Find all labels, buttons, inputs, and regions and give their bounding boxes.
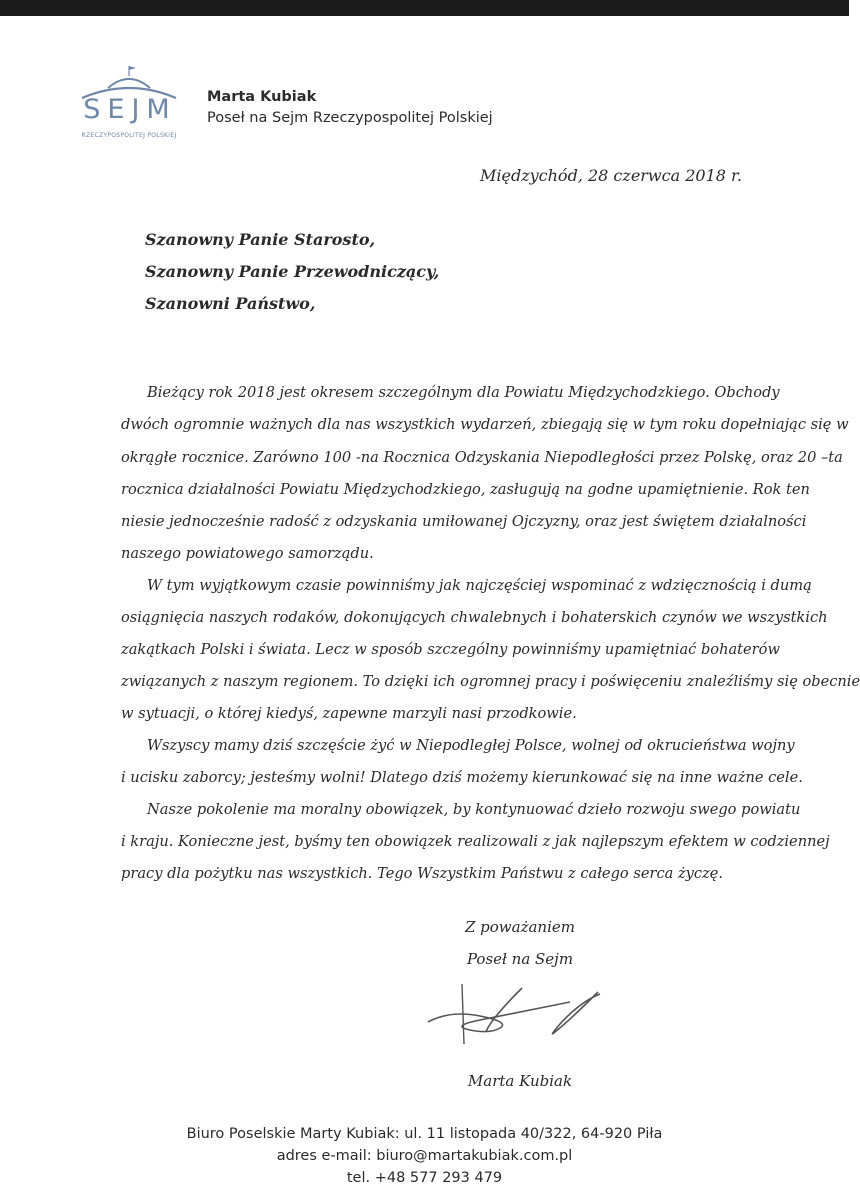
scan-edge-bar	[0, 0, 849, 16]
footer-address: Biuro Poselskie Marty Kubiak: ul. 11 listopada 40/322, 64-920 Piła	[186, 1126, 663, 1142]
sender-title: Poseł na Sejm Rzeczypospolitej Polskiej	[207, 110, 493, 126]
handwritten-signature	[420, 980, 610, 1050]
body-line: niesie jednocześnie radość z odzyskania umiłowanej Ojczyzny, oraz jest świętem działalności	[121, 513, 807, 530]
letter-date: Międzychód, 28 czerwca 2018 r.	[479, 166, 742, 185]
body-line: Nasze pokolenie ma moralny obowiązek, by kontynuować dzieło rozwoju swego powiatu	[147, 801, 801, 818]
body-line: W tym wyjątkowym czasie powinniśmy jak najczęściej wspominać z wdzięcznością i dumą	[147, 577, 812, 594]
logo-subtext: RZECZYPOSPOLITEJ POLSKIEJ	[81, 132, 177, 139]
body-line: i kraju. Konieczne jest, byśmy ten obowiązek realizowali z jak najlepszym efektem w codziennej	[121, 833, 830, 850]
body-line: naszego powiatowego samorządu.	[121, 545, 374, 562]
body-line: Bieżący rok 2018 jest okresem szczególnym dla Powiatu Międzychodzkiego. Obchody	[147, 384, 780, 401]
salutation-line: Szanowny Panie Przewodniczący,	[145, 262, 440, 281]
sejm-logo	[74, 64, 184, 144]
signatory-name: Marta Kubiak	[467, 1072, 573, 1090]
body-line: rocznica działalności Powiatu Międzychodzkiego, zasługują na godne upamiętnienie. Rok ten	[121, 481, 810, 498]
body-line: Wszyscy mamy dziś szczęście żyć w Niepodległej Polsce, wolnej od okrucieństwa wojny	[147, 737, 795, 754]
closing-role: Poseł na Sejm	[466, 950, 574, 968]
footer-phone: tel. +48 577 293 479	[346, 1170, 503, 1186]
footer-email: adres e-mail: biuro@martakubiak.com.pl	[276, 1148, 573, 1164]
body-line: i ucisku zaborcy; jesteśmy wolni! Dlatego dziś możemy kierunkować się na inne ważne cele.	[121, 769, 803, 786]
body-line: osiągnięcia naszych rodaków, dokonujących chwalebnych i bohaterskich czynów we wszystkich	[121, 609, 828, 626]
body-line: pracy dla pożytku nas wszystkich. Tego Wszystkim Państwu z całego serca życzę.	[121, 865, 724, 882]
logo-wordmark: SEJM	[83, 94, 177, 125]
sender-name: Marta Kubiak	[207, 89, 317, 105]
body-line: zakątkach Polski i świata. Lecz w sposób szczególny powinniśmy upamiętniać bohaterów	[121, 641, 780, 658]
body-line: dwóch ogromnie ważnych dla nas wszystkich wydarzeń, zbiegają się w tym roku dopełniając się w	[121, 416, 849, 433]
salutation-line: Szanowni Państwo,	[145, 294, 316, 313]
salutation-line: Szanowny Panie Starosto,	[145, 230, 376, 249]
body-line: okrągłe rocznice. Zarówno 100 -na Rocznica Odzyskania Niepodległości przez Polskę, oraz 20 –ta	[121, 449, 843, 466]
body-line: związanych z naszym regionem. To dzięki ich ogromnej pracy i poświęceniu znaleźliśmy się obecnie	[121, 673, 860, 690]
body-line: w sytuacji, o której kiedyś, zapewne marzyli nasi przodkowie.	[121, 705, 577, 722]
closing-regards: Z poważaniem	[464, 918, 575, 936]
